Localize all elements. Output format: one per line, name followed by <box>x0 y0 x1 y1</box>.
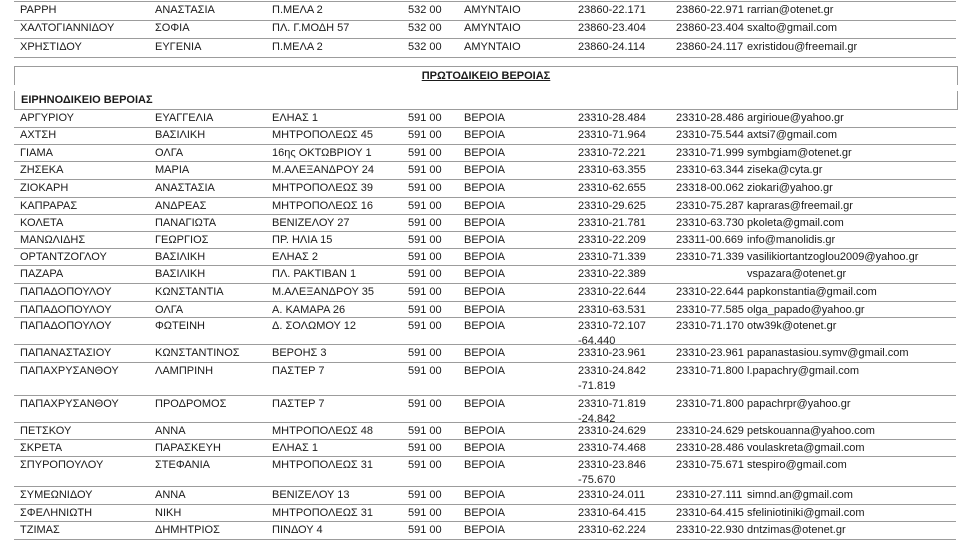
surname-cell: ΠΑΠΑΔΟΠΟΥΛΟΥ <box>20 286 112 298</box>
table-row <box>14 345 956 363</box>
first-name-cell: ΦΩΤΕΙΝΗ <box>155 320 205 332</box>
email-cell: pkoleta@gmail.com <box>747 217 844 229</box>
zip-cell: 532 00 <box>408 41 442 53</box>
first-name-cell: ΠΑΝΑΓΙΩΤΑ <box>155 217 217 229</box>
zip-cell: 591 00 <box>408 320 442 332</box>
street-cell: Μ.ΑΛΕΞΑΝΔΡΟΥ 24 <box>272 164 374 176</box>
city-cell: ΒΕΡΟΙΑ <box>464 129 505 141</box>
zip-cell: 591 00 <box>408 164 442 176</box>
zip-cell: 591 00 <box>408 365 442 377</box>
surname-cell: ΤΖΙΜΑΣ <box>20 524 60 536</box>
table-row <box>14 1 956 21</box>
first-name-cell: ΓΕΩΡΓΙΟΣ <box>155 234 209 246</box>
phone2-cell: 23310-23.961 <box>676 347 744 359</box>
street-cell: 16ης ΟΚΤΩΒΡΙΟΥ 1 <box>272 147 372 159</box>
email-cell: vspazara@otenet.gr <box>747 268 847 280</box>
first-name-cell: ΣΟΦΙΑ <box>155 22 190 34</box>
zip-cell: 591 00 <box>408 200 442 212</box>
subsection-header <box>14 91 958 110</box>
zip-cell: 591 00 <box>408 147 442 159</box>
first-name-cell: ΟΛΓΑ <box>155 147 184 159</box>
first-name-cell: ΚΩΝΣΤΑΝΤΙΑ <box>155 286 224 298</box>
street-cell: ΕΛΗΑΣ 1 <box>272 112 318 124</box>
phone2-cell: 23860-22.971 <box>676 4 744 16</box>
city-cell: ΒΕΡΟΙΑ <box>464 147 505 159</box>
city-cell: ΒΕΡΟΙΑ <box>464 286 505 298</box>
phone2-cell: 23310-75.287 <box>676 200 744 212</box>
surname-cell: ΠΑΠΑΔΟΠΟΥΛΟΥ <box>20 304 112 316</box>
street-cell: ΒΕΝΙΖΕΛΟΥ 27 <box>272 217 350 229</box>
city-cell: ΒΕΡΟΙΑ <box>464 234 505 246</box>
city-cell: ΒΕΡΟΙΑ <box>464 200 505 212</box>
first-name-cell: ΑΝΔΡΕΑΣ <box>155 200 207 212</box>
zip-cell: 591 00 <box>408 459 442 471</box>
phone2-cell: 23310-22.930 <box>676 524 744 536</box>
phone-cell: 23310-24.842 <box>578 365 646 377</box>
surname-cell: ΣΠΥΡΟΠΟΥΛΟΥ <box>20 459 104 471</box>
phone-cell: 23310-62.224 <box>578 524 646 536</box>
surname-cell: ΠΑΖΑΡΑ <box>20 268 64 280</box>
phone2-cell: 23310-77.585 <box>676 304 744 316</box>
email-cell: olga_papado@yahoo.gr <box>747 304 865 316</box>
first-name-cell: ΒΑΣΙΛΙΚΗ <box>155 129 206 141</box>
email-cell: argirioue@yahoo.gr <box>747 112 844 124</box>
city-cell: ΒΕΡΟΙΑ <box>464 182 505 194</box>
street-cell: ΠΙΝΔΟΥ 4 <box>272 524 323 536</box>
surname-cell: ΠΕΤΣΚΟΥ <box>20 425 72 437</box>
surname-cell: ΧΡΗΣΤΙΔΟΥ <box>20 41 82 53</box>
surname-cell: ΠΑΠΑΝΑΣΤΑΣΙΟΥ <box>20 347 112 359</box>
first-name-cell: ΑΝΑΣΤΑΣΙΑ <box>155 4 215 16</box>
street-cell: ΜΗΤΡΟΠΟΛΕΩΣ 48 <box>272 425 374 437</box>
zip-cell: 591 00 <box>408 442 442 454</box>
surname-cell: ΣΚΡΕΤΑ <box>20 442 63 454</box>
email-cell: info@manolidis.gr <box>747 234 836 246</box>
email-cell: rarrian@otenet.gr <box>747 4 834 16</box>
zip-cell: 591 00 <box>408 217 442 229</box>
phone-cell-continued: -24.842 <box>578 413 616 425</box>
phone-cell: 23310-63.355 <box>578 164 646 176</box>
email-cell: ziokari@yahoo.gr <box>747 182 833 194</box>
email-cell: ziseka@cyta.gr <box>747 164 823 176</box>
city-cell: ΒΕΡΟΙΑ <box>464 112 505 124</box>
table-row <box>14 487 956 505</box>
zip-cell: 532 00 <box>408 22 442 34</box>
surname-cell: ΑΡΓΥΡΙΟΥ <box>20 112 75 124</box>
table-row <box>14 215 956 232</box>
first-name-cell: ΒΑΣΙΛΙΚΗ <box>155 268 206 280</box>
street-cell: ΠΛ. ΡΑΚΤΙΒΑΝ 1 <box>272 268 357 280</box>
email-cell: otw39k@otenet.gr <box>747 320 837 332</box>
first-name-cell: ΕΥΑΓΓΕΛΙΑ <box>155 112 214 124</box>
phone2-cell: 23860-23.404 <box>676 22 744 34</box>
street-cell: ΕΛΗΑΣ 2 <box>272 251 318 263</box>
surname-cell: ΚΟΛΕΤΑ <box>20 217 64 229</box>
surname-cell: ΚΑΠΡΑΡΑΣ <box>20 200 78 212</box>
phone-cell: 23310-63.531 <box>578 304 646 316</box>
table-row <box>14 396 956 423</box>
first-name-cell: ΣΤΕΦΑΝΙΑ <box>155 459 210 471</box>
city-cell: ΒΕΡΟΙΑ <box>464 304 505 316</box>
phone2-cell: 23310-75.671 <box>676 459 744 471</box>
zip-cell: 591 00 <box>408 268 442 280</box>
first-name-cell: ΛΑΜΠΡΙΝΗ <box>155 365 214 377</box>
surname-cell: ΠΑΠΑΧΡΥΣΑΝΘΟΥ <box>20 365 119 377</box>
email-cell: exristidou@freemail.gr <box>747 41 858 53</box>
zip-cell: 591 00 <box>408 182 442 194</box>
zip-cell: 591 00 <box>408 286 442 298</box>
email-cell: l.papachry@gmail.com <box>747 365 860 377</box>
table-row <box>14 302 956 318</box>
phone2-cell: 23310-75.544 <box>676 129 744 141</box>
city-cell: ΒΕΡΟΙΑ <box>464 365 505 377</box>
zip-cell: 591 00 <box>408 398 442 410</box>
phone2-cell: 23310-71.170 <box>676 320 744 332</box>
office-title: ΠΡΩΤΟΔΙΚΕΙΟ ΒΕΡΟΙΑΣ <box>421 70 551 82</box>
phone-cell: 23310-22.644 <box>578 286 646 298</box>
phone2-cell: 23311-00.669 <box>676 234 744 246</box>
subsection-title: ΕΙΡΗΝΟΔΙΚΕΙΟ ΒΕΡΟΙΑΣ <box>21 94 153 106</box>
surname-cell: ΣΦΕΛΗΝΙΩΤΗ <box>20 507 93 519</box>
street-cell: ΠΛ. Γ.ΜΟΔΗ 57 <box>272 22 350 34</box>
phone2-cell: 23310-71.999 <box>676 147 744 159</box>
phone-cell: 23860-24.114 <box>578 41 646 53</box>
phone-cell: 23310-72.107 <box>578 320 646 332</box>
city-cell: ΑΜΥΝΤΑΙΟ <box>464 22 521 34</box>
table-row <box>14 20 956 39</box>
first-name-cell: ΔΗΜΗΤΡΙΟΣ <box>155 524 220 536</box>
phone2-cell: 23860-24.117 <box>676 41 744 53</box>
phone-cell-continued: -64.440 <box>578 335 616 347</box>
zip-cell: 591 00 <box>408 251 442 263</box>
phone-cell: 23310-23.961 <box>578 347 646 359</box>
email-cell: kapraras@freemail.gr <box>747 200 853 212</box>
table-row <box>14 318 956 345</box>
phone-cell: 23310-22.209 <box>578 234 646 246</box>
surname-cell: ΠΑΠΑΧΡΥΣΑΝΘΟΥ <box>20 398 119 410</box>
phone-cell: 23310-24.011 <box>578 489 646 501</box>
phone-cell: 23310-28.484 <box>578 112 646 124</box>
phone2-cell: 23310-24.629 <box>676 425 744 437</box>
phone2-cell: 23310-28.486 <box>676 112 744 124</box>
table-row <box>14 423 956 440</box>
city-cell: ΒΕΡΟΙΑ <box>464 251 505 263</box>
first-name-cell: ΑΝΑΣΤΑΣΙΑ <box>155 182 215 194</box>
table-row <box>14 363 956 396</box>
email-cell: simnd.an@gmail.com <box>747 489 853 501</box>
table-row <box>14 457 956 487</box>
street-cell: ΒΕΝΙΖΕΛΟΥ 13 <box>272 489 350 501</box>
table-row <box>14 39 956 58</box>
email-cell: papachrpr@yahoo.gr <box>747 398 851 410</box>
phone2-cell: 23310-63.344 <box>676 164 744 176</box>
first-name-cell: ΕΥΓΕΝΙΑ <box>155 41 202 53</box>
surname-cell: ΣΥΜΕΩΝΙΔΟΥ <box>20 489 93 501</box>
phone2-cell: 23318-00.062 <box>676 182 744 194</box>
table-row <box>14 180 956 198</box>
phone-cell: 23310-74.468 <box>578 442 646 454</box>
zip-cell: 591 00 <box>408 304 442 316</box>
phone-cell: 23310-72.221 <box>578 147 646 159</box>
first-name-cell: ΑΝΝΑ <box>155 489 186 501</box>
table-row <box>14 505 956 522</box>
first-name-cell: ΒΑΣΙΛΙΚΗ <box>155 251 206 263</box>
city-cell: ΒΕΡΟΙΑ <box>464 268 505 280</box>
surname-cell: ΡΑΡΡΗ <box>20 4 57 16</box>
zip-cell: 591 00 <box>408 524 442 536</box>
table-row <box>14 162 956 180</box>
city-cell: ΒΕΡΟΙΑ <box>464 320 505 332</box>
street-cell: Π.ΜΕΛΑ 2 <box>272 4 323 16</box>
street-cell: ΠΡ. ΗΛΙΑ 15 <box>272 234 333 246</box>
city-cell: ΒΕΡΟΙΑ <box>464 398 505 410</box>
phone-cell: 23310-62.655 <box>578 182 646 194</box>
table-row <box>14 127 956 145</box>
street-cell: ΜΗΤΡΟΠΟΛΕΩΣ 31 <box>272 459 374 471</box>
table-row <box>14 198 956 215</box>
city-cell: ΒΕΡΟΙΑ <box>464 164 505 176</box>
phone2-cell: 23310-28.486 <box>676 442 744 454</box>
table-row <box>14 522 956 540</box>
street-cell: Π.ΜΕΛΑ 2 <box>272 41 323 53</box>
phone-cell: 23310-24.629 <box>578 425 646 437</box>
email-cell: stespiro@gmail.com <box>747 459 847 471</box>
city-cell: ΒΕΡΟΙΑ <box>464 459 505 471</box>
city-cell: ΒΕΡΟΙΑ <box>464 489 505 501</box>
phone-cell-continued: -71.819 <box>578 380 616 392</box>
phone-cell: 23310-71.964 <box>578 129 646 141</box>
phone2-cell: 23310-71.339 <box>676 251 744 263</box>
street-cell: ΠΑΣΤΕΡ 7 <box>272 398 325 410</box>
city-cell: ΒΕΡΟΙΑ <box>464 507 505 519</box>
office-header <box>14 66 958 85</box>
email-cell: sxalto@gmail.com <box>747 22 838 34</box>
email-cell: voulaskreta@gmail.com <box>747 442 865 454</box>
city-cell: ΑΜΥΝΤΑΙΟ <box>464 41 521 53</box>
zip-cell: 591 00 <box>408 112 442 124</box>
email-cell: papanastasiou.symv@gmail.com <box>747 347 909 359</box>
zip-cell: 591 00 <box>408 489 442 501</box>
email-cell: vasilikiortantzoglou2009@yahoo.gr <box>747 251 919 263</box>
phone-cell: 23310-71.819 <box>578 398 646 410</box>
table-row <box>14 440 956 457</box>
city-cell: ΒΕΡΟΙΑ <box>464 347 505 359</box>
street-cell: Μ.ΑΛΕΞΑΝΔΡΟΥ 35 <box>272 286 374 298</box>
email-cell: axtsi7@gmail.com <box>747 129 838 141</box>
phone-cell: 23310-29.625 <box>578 200 646 212</box>
phone-cell: 23310-21.781 <box>578 217 646 229</box>
table-row <box>14 249 956 266</box>
zip-cell: 591 00 <box>408 425 442 437</box>
first-name-cell: ΚΩΝΣΤΑΝΤΙΝΟΣ <box>155 347 240 359</box>
phone-cell: 23310-64.415 <box>578 507 646 519</box>
phone-cell-continued: -75.670 <box>578 474 616 486</box>
phone-cell: 23310-23.846 <box>578 459 646 471</box>
zip-cell: 591 00 <box>408 129 442 141</box>
phone-cell: 23860-22.171 <box>578 4 646 16</box>
street-cell: ΒΕΡΟΗΣ 3 <box>272 347 327 359</box>
city-cell: ΑΜΥΝΤΑΙΟ <box>464 4 521 16</box>
surname-cell: ΑΧΤΣΗ <box>20 129 57 141</box>
first-name-cell: ΜΑΡΙΑ <box>155 164 190 176</box>
surname-cell: ΓΙΑΜΑ <box>20 147 53 159</box>
phone2-cell: 23310-71.800 <box>676 365 744 377</box>
zip-cell: 591 00 <box>408 234 442 246</box>
zip-cell: 532 00 <box>408 4 442 16</box>
street-cell: ΠΑΣΤΕΡ 7 <box>272 365 325 377</box>
email-cell: papkonstantia@gmail.com <box>747 286 877 298</box>
city-cell: ΒΕΡΟΙΑ <box>464 524 505 536</box>
table-row <box>14 145 956 162</box>
table-row <box>14 109 956 128</box>
city-cell: ΒΕΡΟΙΑ <box>464 425 505 437</box>
first-name-cell: ΝΙΚΗ <box>155 507 182 519</box>
phone2-cell: 23310-22.644 <box>676 286 744 298</box>
surname-cell: ΠΑΠΑΔΟΠΟΥΛΟΥ <box>20 320 112 332</box>
table-row <box>14 284 956 302</box>
street-cell: ΕΛΗΑΣ 1 <box>272 442 318 454</box>
zip-cell: 591 00 <box>408 347 442 359</box>
first-name-cell: ΟΛΓΑ <box>155 304 184 316</box>
surname-cell: ΟΡΤΑΝΤΖΟΓΛΟΥ <box>20 251 107 263</box>
street-cell: ΜΗΤΡΟΠΟΛΕΩΣ 39 <box>272 182 374 194</box>
email-cell: symbgiam@otenet.gr <box>747 147 852 159</box>
first-name-cell: ΠΑΡΑΣΚΕΥΗ <box>155 442 221 454</box>
street-cell: ΜΗΤΡΟΠΟΛΕΩΣ 45 <box>272 129 374 141</box>
surname-cell: ΖΗΣΕΚΑ <box>20 164 64 176</box>
street-cell: ΜΗΤΡΟΠΟΛΕΩΣ 31 <box>272 507 374 519</box>
phone-cell: 23310-22.389 <box>578 268 646 280</box>
table-row <box>14 232 956 249</box>
phone-cell: 23860-23.404 <box>578 22 646 34</box>
phone2-cell: 23310-63.730 <box>676 217 744 229</box>
first-name-cell: ΠΡΟΔΡΟΜΟΣ <box>155 398 227 410</box>
email-cell: sfeliniotiniki@gmail.com <box>747 507 865 519</box>
phone-cell: 23310-71.339 <box>578 251 646 263</box>
surname-cell: ΧΑΛΤΟΓΙΑΝΝΙΔΟΥ <box>20 22 115 34</box>
first-name-cell: ΑΝΝΑ <box>155 425 186 437</box>
street-cell: Α. ΚΑΜΑΡΑ 26 <box>272 304 346 316</box>
city-cell: ΒΕΡΟΙΑ <box>464 442 505 454</box>
email-cell: dntzimas@otenet.gr <box>747 524 846 536</box>
table-row <box>14 266 956 284</box>
phone2-cell: 23310-71.800 <box>676 398 744 410</box>
phone2-cell: 23310-27.111 <box>676 489 743 501</box>
surname-cell: ΜΑΝΩΛΙΔΗΣ <box>20 234 86 246</box>
email-cell: petskouanna@yahoo.com <box>747 425 875 437</box>
zip-cell: 591 00 <box>408 507 442 519</box>
street-cell: Δ. ΣΟΛΩΜΟΥ 12 <box>272 320 356 332</box>
surname-cell: ΖΙΟΚΑΡΗ <box>20 182 69 194</box>
city-cell: ΒΕΡΟΙΑ <box>464 217 505 229</box>
street-cell: ΜΗΤΡΟΠΟΛΕΩΣ 16 <box>272 200 374 212</box>
phone2-cell: 23310-64.415 <box>676 507 744 519</box>
